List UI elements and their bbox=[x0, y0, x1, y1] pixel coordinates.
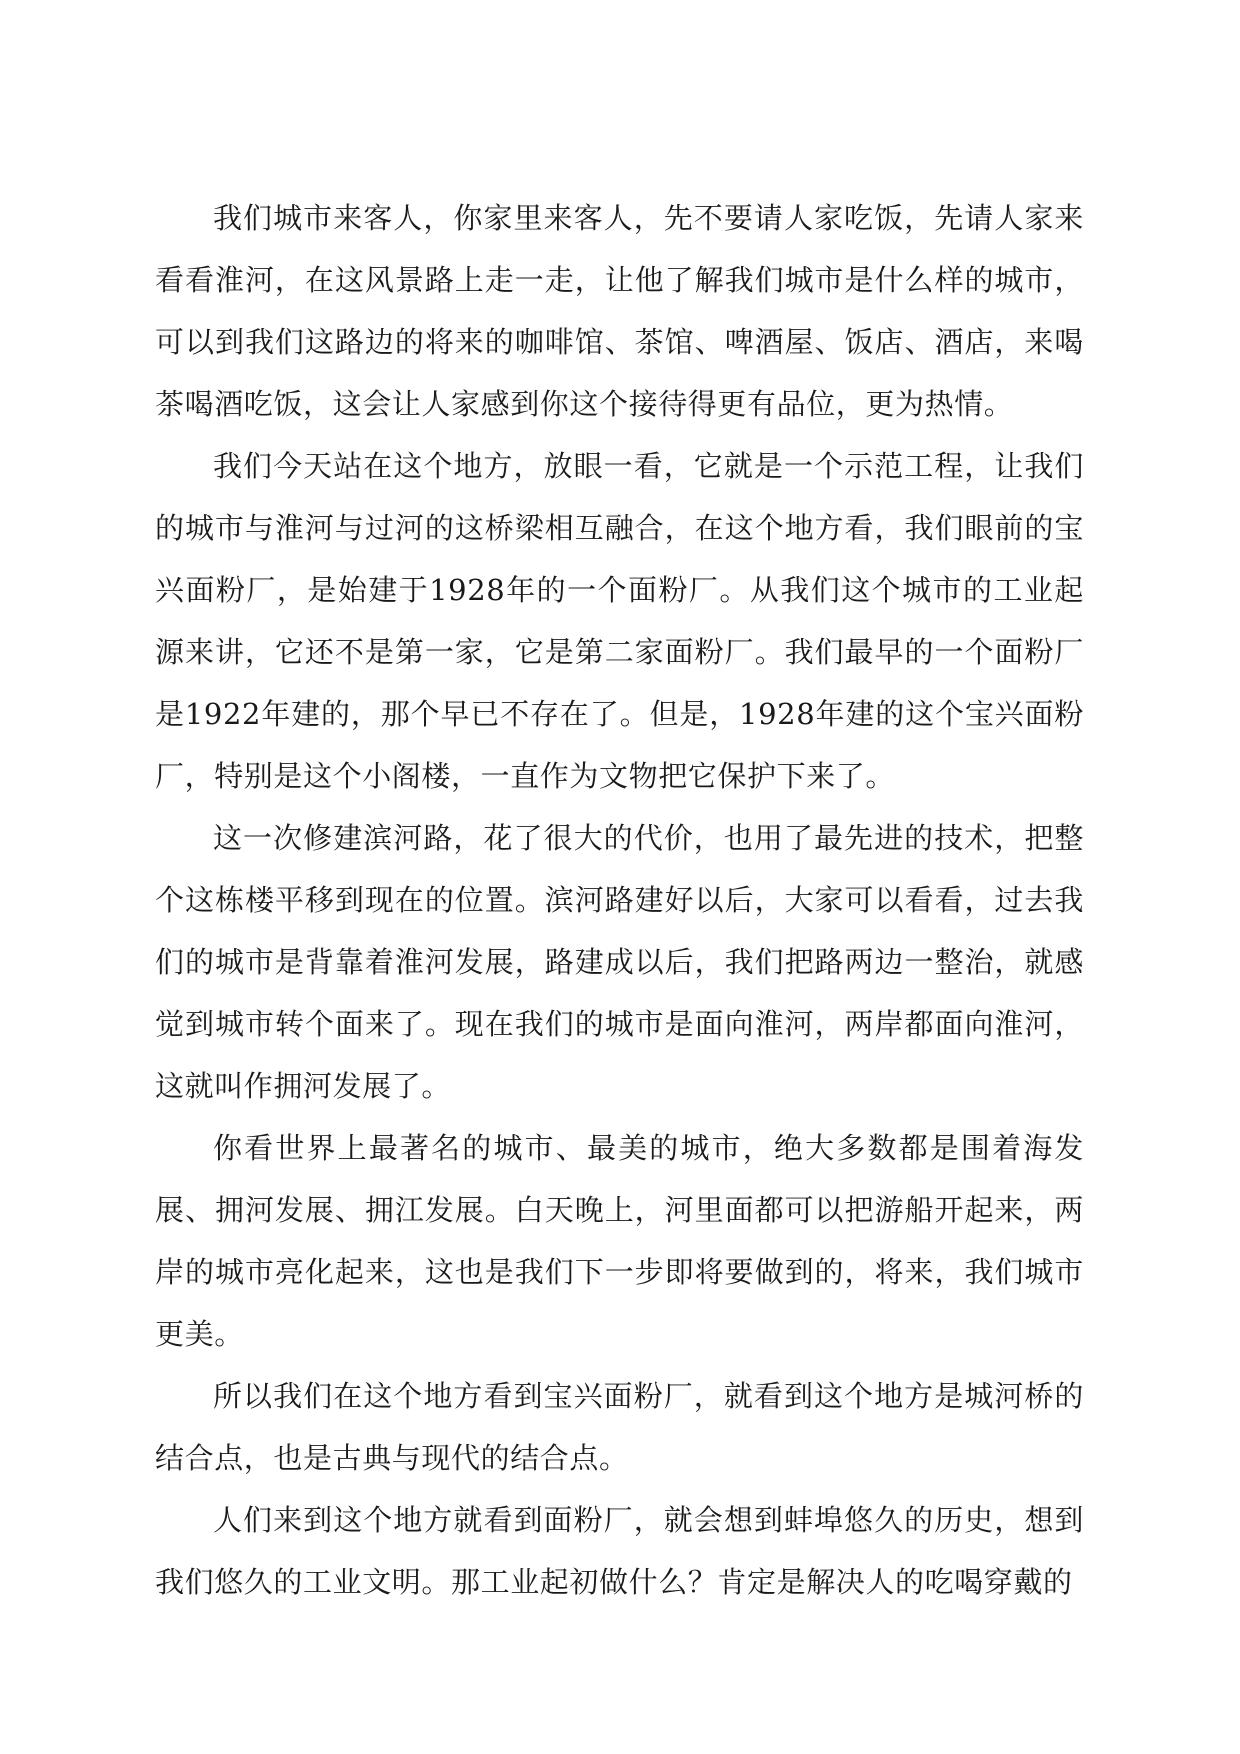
paragraph: 所以我们在这个地方看到宝兴面粉厂，就看到这个地方是城河桥的结合点，也是古典与现代的结合点。 bbox=[155, 1379, 1084, 1475]
paragraph: 你看世界上最著名的城市、最美的城市，绝大多数都是围着海发展、拥河发展、拥江发展。白天晚上，河里面都可以把游船开起来，两岸的城市亮化起来，这也是我们下一步即将要做到的，将来，我们城市更美。 bbox=[155, 1131, 1084, 1351]
paragraph: 人们来到这个地方就看到面粉厂，就会想到蚌埠悠久的历史，想到我们悠久的工业文明。那工业起初做什么？肯定是解决人的吃喝穿戴的 bbox=[155, 1503, 1084, 1599]
paragraph: 这一次修建滨河路，花了很大的代价，也用了最先进的技术，把整个这栋楼平移到现在的位置。滨河路建好以后，大家可以看看，过去我们的城市是背靠着淮河发展，路建成以后，我们把路两边一整治，就感觉到城市转个面来了。现在我们的城市是面向淮河，两岸都面向淮河，这就叫作拥河发展了。 bbox=[155, 821, 1084, 1103]
paragraph: 我们城市来客人，你家里来客人，先不要请人家吃饭，先请人家来看看淮河，在这风景路上走一走，让他了解我们城市是什么样的城市，可以到我们这路边的将来的咖啡馆、茶馆、啤酒屋、饭店、酒店，来喝茶喝酒吃饭，这会让人家感到你这个接待得更有品位，更为热情。 bbox=[155, 201, 1084, 421]
document-body bbox=[155, 187, 1084, 1613]
paragraph: 我们今天站在这个地方，放眼一看，它就是一个示范工程，让我们的城市与淮河与过河的这桥梁相互融合，在这个地方看，我们眼前的宝兴面粉厂，是始建于1928年的一个面粉厂。从我们这个城市的工业起源来讲，它还不是第一家，它是第二家面粉厂。我们最早的一个面粉厂是1922年建的，那个早已不存在了。但是，1928年建的这个宝兴面粉厂，特别是这个小阁楼，一直作为文物把它保护下来了。 bbox=[155, 449, 1084, 793]
